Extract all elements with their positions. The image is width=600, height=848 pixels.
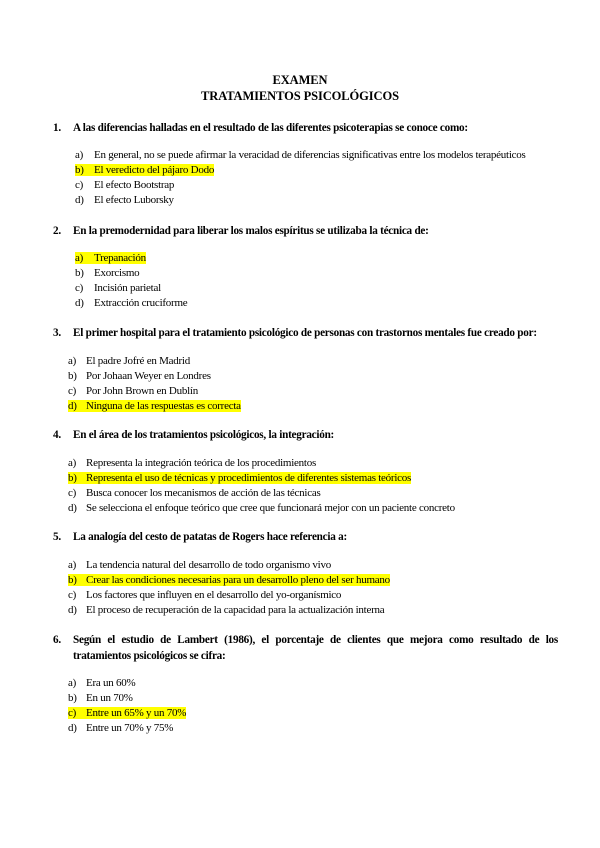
question-4-options: [68, 456, 455, 516]
question-5-options: [68, 558, 390, 618]
option-text: El efecto Bootstrap: [94, 179, 175, 191]
option-c: c) El efecto Bootstrap: [75, 179, 175, 191]
question-6-options: [68, 676, 186, 736]
option-text: Representa la integración teórica de los procedimientos: [86, 457, 316, 469]
option-d: d) El efecto Luborsky: [75, 194, 174, 206]
option-c: c) Entre un 65% y un 70%: [68, 707, 187, 719]
option-text: Por John Brown en Dublín: [86, 385, 198, 397]
option-text-correct: Crear las condiciones necesarias para un desarrollo pleno del ser humano: [86, 574, 390, 586]
option-d: d) El proceso de recuperación de la capacidad para la actualización interna: [68, 604, 385, 616]
option-d: d) Entre un 70% y 75%: [68, 722, 174, 734]
option-text: Busca conocer los mecanismos de acción de las técnicas: [86, 487, 321, 499]
question-1: [53, 120, 558, 136]
option-text: Incisión parietal: [94, 282, 161, 294]
option-c: c) Busca conocer los mecanismos de acción de las técnicas: [68, 487, 321, 499]
question-6: [53, 632, 558, 664]
option-text: Se selecciona el enfoque teórico que cree que funcionará mejor con un paciente concreto: [86, 502, 455, 514]
question-1-options: [75, 148, 526, 208]
option-c: c) Incisión parietal: [75, 282, 161, 294]
option-text-correct: Ninguna de las respuestas es correcta: [86, 400, 241, 412]
option-text: La tendencia natural del desarrollo de todo organismo vivo: [86, 559, 331, 571]
option-c: c) Por John Brown en Dublín: [68, 385, 198, 397]
question-text: La analogía del cesto de patatas de Rogers hace referencia a:: [73, 531, 347, 543]
option-text: El efecto Luborsky: [94, 194, 174, 206]
option-b: b) En un 70%: [68, 692, 133, 704]
question-5: [53, 529, 558, 545]
option-a: a) Era un 60%: [68, 677, 136, 689]
question-number: 1.: [53, 122, 61, 134]
option-text: El proceso de recuperación de la capacidad para la actualización interna: [86, 604, 385, 616]
option-text: Entre un 70% y 75%: [86, 722, 174, 734]
exam-title: EXAMEN: [272, 73, 328, 87]
question-3: [53, 325, 558, 341]
option-text: El padre Jofré en Madrid: [86, 355, 190, 367]
option-b: b) El veredicto del pájaro Dodo: [75, 164, 215, 176]
question-number: 2.: [53, 225, 61, 237]
option-b: b) Por Johaan Weyer en Londres: [68, 370, 211, 382]
question-2-options: [75, 251, 187, 311]
question-number: 4.: [53, 429, 61, 441]
option-d: d) Se selecciona el enfoque teórico que cree que funcionará mejor con un paciente concreto: [68, 502, 455, 514]
question-4: [53, 427, 558, 443]
question-2: [53, 223, 558, 239]
option-d: d) Ninguna de las respuestas es correcta: [68, 400, 241, 412]
option-text: En general, no se puede afirmar la veracidad de diferencias significativas entre los modelos terapéuticos: [94, 149, 526, 161]
option-b: b) Exorcismo: [75, 267, 140, 279]
question-number: 3.: [53, 327, 61, 339]
option-text: En un 70%: [86, 692, 133, 704]
option-text: Extracción cruciforme: [94, 297, 188, 309]
option-b: b) Representa el uso de técnicas y procedimientos de diferentes sistemas teóricos: [68, 472, 412, 484]
question-number: 6.: [53, 634, 61, 646]
option-a: a) Representa la integración teórica de los procedimientos: [68, 457, 316, 469]
option-a: a) Trepanación: [75, 252, 146, 264]
option-a: a) La tendencia natural del desarrollo de todo organismo vivo: [68, 559, 331, 571]
question-text: A las diferencias halladas en el resultado de las diferentes psicoterapias se conoce como:: [73, 122, 468, 134]
question-text: En la premodernidad para liberar los malos espíritus se utilizaba la técnica de:: [73, 225, 429, 237]
option-b: b) Crear las condiciones necesarias para un desarrollo pleno del ser humano: [68, 574, 390, 586]
question-text: Según el estudio de Lambert (1986), el porcentaje de clientes que mejora como resultado de los tratamientos psicológicos se cifra:: [73, 634, 558, 662]
question-number: 5.: [53, 531, 61, 543]
option-text-correct: Representa el uso de técnicas y procedimientos de diferentes sistemas teóricos: [86, 472, 412, 484]
option-d: d) Extracción cruciforme: [75, 297, 188, 309]
option-text: Los factores que influyen en el desarrollo del yo-organísmico: [86, 589, 342, 601]
option-text: Era un 60%: [86, 677, 136, 689]
option-a: a) El padre Jofré en Madrid: [68, 355, 190, 367]
option-text: Exorcismo: [94, 267, 140, 279]
question-text: En el área de los tratamientos psicológicos, la integración:: [73, 429, 335, 441]
option-text-correct: El veredicto del pájaro Dodo: [94, 164, 215, 176]
option-text: Por Johaan Weyer en Londres: [86, 370, 211, 382]
option-c: c) Los factores que influyen en el desarrollo del yo-organísmico: [68, 589, 342, 601]
option-a: a) En general, no se puede afirmar la veracidad de diferencias significativas entre los modelos terapéuticos: [75, 149, 526, 161]
option-text-correct: Entre un 65% y un 70%: [86, 707, 187, 719]
exam-subject: TRATAMIENTOS PSICOLÓGICOS: [201, 89, 399, 103]
option-text-correct: Trepanación: [94, 252, 146, 264]
question-3-options: [68, 354, 241, 414]
question-text: El primer hospital para el tratamiento psicológico de personas con trastornos mentales fue creado por:: [73, 327, 537, 339]
